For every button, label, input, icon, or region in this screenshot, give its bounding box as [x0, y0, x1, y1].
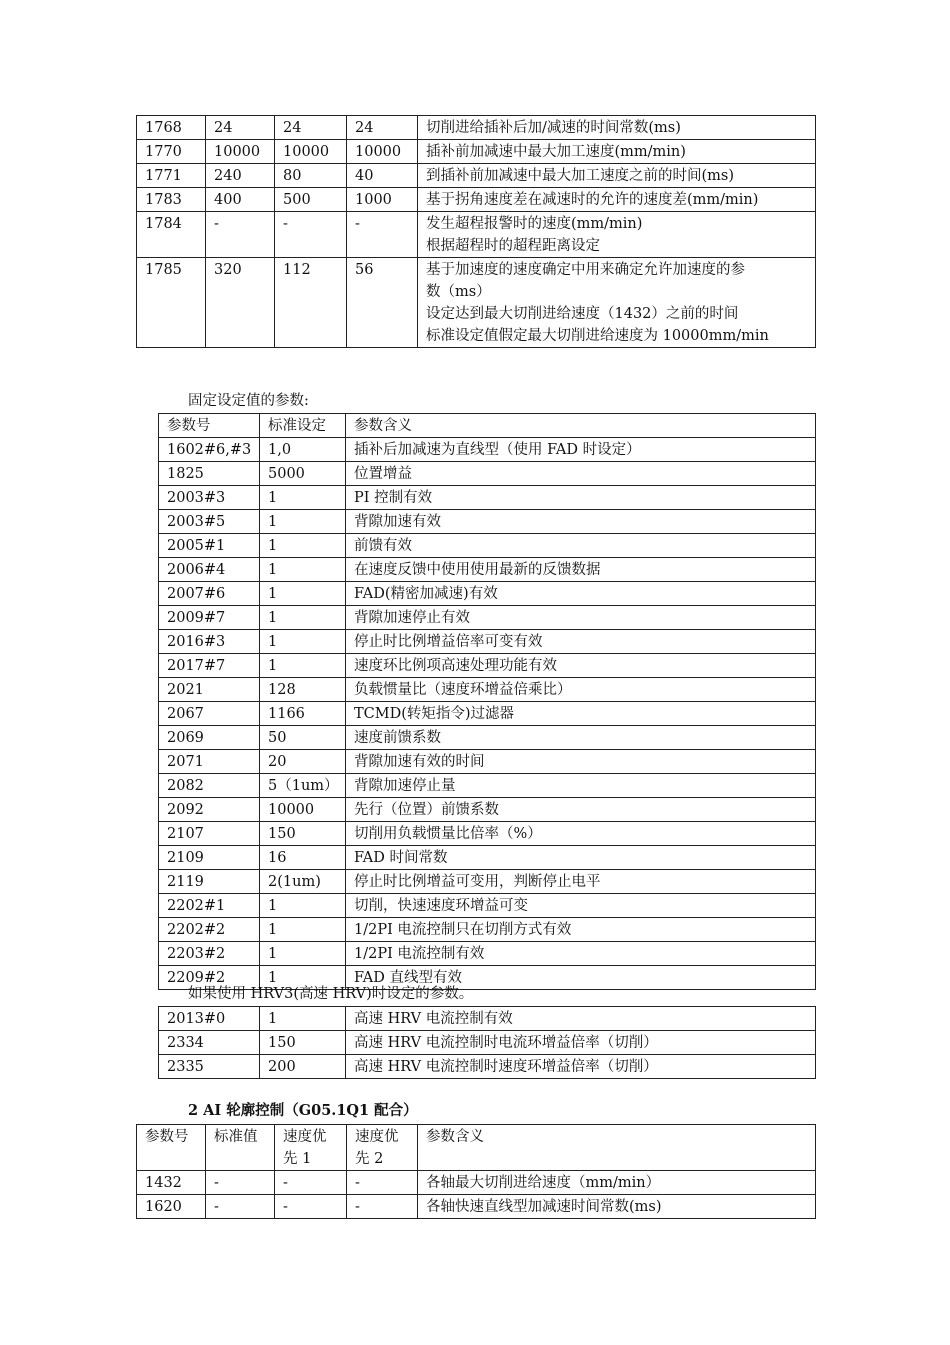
- param-number: 1785: [137, 258, 206, 348]
- table-row: [159, 582, 816, 606]
- param-description: 先行（位置）前馈系数: [346, 798, 816, 822]
- param-description: 高速 HRV 电流控制时电流环增益倍率（切削）: [346, 1031, 816, 1055]
- description-line: 插补前加减速中最大加工速度(mm/min): [426, 144, 686, 160]
- table-row: [159, 1007, 816, 1031]
- description-line: 基于加速度的速度确定中用来确定允许加速度的参: [426, 262, 745, 278]
- standard-setting: 10000: [260, 798, 346, 822]
- param-number: 2016#3: [159, 630, 260, 654]
- speed-priority-1: 80: [275, 164, 347, 188]
- param-number: 2202#1: [159, 894, 260, 918]
- speed-priority-1: -: [275, 212, 347, 258]
- param-number: 2119: [159, 870, 260, 894]
- table-row: [159, 1055, 816, 1079]
- standard-setting: 1,0: [260, 438, 346, 462]
- param-description: [418, 188, 816, 212]
- param-number: 2334: [159, 1031, 260, 1055]
- description-line: 到插补前加减速中最大加工速度之前的时间(ms): [426, 168, 735, 184]
- param-description: FAD 时间常数: [346, 846, 816, 870]
- standard-setting: 150: [260, 1031, 346, 1055]
- param-description: [418, 116, 816, 140]
- description-line: 标准设定值假定最大切削进给速度为 10000mm/min: [426, 328, 769, 344]
- table-row: [159, 606, 816, 630]
- standard-setting: 128: [260, 678, 346, 702]
- header-param-number: 参数号: [159, 414, 260, 438]
- param-description: 高速 HRV 电流控制有效: [346, 1007, 816, 1031]
- param-number: 2003#3: [159, 486, 260, 510]
- speed-priority-2: 56: [347, 258, 418, 348]
- param-description: FAD 直线型有效: [346, 966, 816, 990]
- table-row: [137, 164, 816, 188]
- param-number: 2202#2: [159, 918, 260, 942]
- speed-priority-1: 10000: [275, 140, 347, 164]
- param-description: 背隙加速有效: [346, 510, 816, 534]
- param-description: 1/2PI 电流控制只在切削方式有效: [346, 918, 816, 942]
- standard-setting: 1: [260, 1007, 346, 1031]
- table-row: [137, 258, 816, 348]
- standard-value: 10000: [206, 140, 275, 164]
- param-number: 1432: [137, 1171, 206, 1195]
- standard-setting: 50: [260, 726, 346, 750]
- standard-setting: 1: [260, 942, 346, 966]
- standard-setting: 5（1um）: [260, 774, 346, 798]
- param-description: [418, 164, 816, 188]
- param-number: 2071: [159, 750, 260, 774]
- standard-setting: 1: [260, 654, 346, 678]
- speed-priority-2: 40: [347, 164, 418, 188]
- param-description: TCMD(转矩指令)过滤器: [346, 702, 816, 726]
- param-description: 速度前馈系数: [346, 726, 816, 750]
- standard-setting: 150: [260, 822, 346, 846]
- table-row: [159, 846, 816, 870]
- param-number: 2003#5: [159, 510, 260, 534]
- header-param-meaning: 参数含义: [346, 414, 816, 438]
- table-row: [159, 678, 816, 702]
- param-number: 1620: [137, 1195, 206, 1219]
- param-description: 背隙加速停止有效: [346, 606, 816, 630]
- standard-setting: 5000: [260, 462, 346, 486]
- table-header-row: [137, 1125, 816, 1171]
- param-description: PI 控制有效: [346, 486, 816, 510]
- param-description: FAD(精密加减速)有效: [346, 582, 816, 606]
- description-line: 切削进给插补后加/减速的时间常数(ms): [426, 120, 681, 136]
- description-line: 基于拐角速度差在减速时的允许的速度差(mm/min): [426, 192, 759, 208]
- standard-setting: 1: [260, 918, 346, 942]
- standard-value: 240: [206, 164, 275, 188]
- param-description: 停止时比例增益倍率可变有效: [346, 630, 816, 654]
- table-row: [159, 462, 816, 486]
- param-description: 背隙加速停止量: [346, 774, 816, 798]
- table-row: [137, 140, 816, 164]
- header-param-meaning: 参数含义: [418, 1125, 816, 1171]
- table-row: [137, 1171, 816, 1195]
- description-line: 数（ms）: [426, 284, 491, 300]
- param-number: 2006#4: [159, 558, 260, 582]
- standard-setting: 200: [260, 1055, 346, 1079]
- table-row: [137, 1195, 816, 1219]
- table-row: [159, 510, 816, 534]
- speed-priority-2: -: [347, 1195, 418, 1219]
- param-table-continued: [136, 115, 816, 348]
- param-description: 速度环比例项高速处理功能有效: [346, 654, 816, 678]
- table-row: [137, 188, 816, 212]
- speed-priority-2: 1000: [347, 188, 418, 212]
- speed-priority-1: 24: [275, 116, 347, 140]
- standard-setting: 1: [260, 486, 346, 510]
- param-description: 1/2PI 电流控制有效: [346, 942, 816, 966]
- param-number: 2013#0: [159, 1007, 260, 1031]
- standard-setting: 1: [260, 894, 346, 918]
- table-row: [137, 116, 816, 140]
- table-row: [159, 894, 816, 918]
- header-line: 速度优: [355, 1129, 399, 1145]
- table-row: [159, 702, 816, 726]
- table-row: [159, 558, 816, 582]
- standard-value: -: [206, 1195, 275, 1219]
- standard-value: 400: [206, 188, 275, 212]
- header-speed-priority-1: [275, 1125, 347, 1171]
- description-line: 发生超程报警时的速度(mm/min): [426, 216, 643, 232]
- standard-value: -: [206, 212, 275, 258]
- table-row: [159, 438, 816, 462]
- header-param-number: 参数号: [137, 1125, 206, 1171]
- param-description: [418, 140, 816, 164]
- table-row: [159, 774, 816, 798]
- param-number: 1784: [137, 212, 206, 258]
- standard-setting: 1: [260, 534, 346, 558]
- param-number: 2005#1: [159, 534, 260, 558]
- param-number: 1825: [159, 462, 260, 486]
- param-number: 2082: [159, 774, 260, 798]
- speed-priority-2: 10000: [347, 140, 418, 164]
- param-number: 2067: [159, 702, 260, 726]
- standard-setting: 2(1um): [260, 870, 346, 894]
- table-row: [159, 822, 816, 846]
- standard-setting: 1: [260, 558, 346, 582]
- param-description: [418, 212, 816, 258]
- speed-priority-1: 112: [275, 258, 347, 348]
- table-row: [159, 630, 816, 654]
- param-description: 前馈有效: [346, 534, 816, 558]
- speed-priority-2: -: [347, 1171, 418, 1195]
- standard-setting: 1: [260, 606, 346, 630]
- param-description: 背隙加速有效的时间: [346, 750, 816, 774]
- standard-setting: 1: [260, 582, 346, 606]
- hrv-params-table: [158, 1006, 816, 1079]
- table-row: [159, 918, 816, 942]
- param-description: 位置增益: [346, 462, 816, 486]
- header-line: 先 1: [283, 1151, 312, 1167]
- param-description: 停止时比例增益可变用，判断停止电平: [346, 870, 816, 894]
- param-number: 2007#6: [159, 582, 260, 606]
- table-row: [159, 1031, 816, 1055]
- description-line: 设定达到最大切削进给速度（1432）之前的时间: [426, 306, 739, 322]
- param-description: 切削，快速速度环增益可变: [346, 894, 816, 918]
- param-description: 高速 HRV 电流控制时速度环增益倍率（切削）: [346, 1055, 816, 1079]
- param-description: 在速度反馈中使用使用最新的反馈数据: [346, 558, 816, 582]
- standard-value: -: [206, 1171, 275, 1195]
- param-number: 2017#7: [159, 654, 260, 678]
- table-row: [159, 534, 816, 558]
- speed-priority-1: 500: [275, 188, 347, 212]
- param-number: 1783: [137, 188, 206, 212]
- header-speed-priority-2: [347, 1125, 418, 1171]
- header-line: 速度优: [283, 1129, 327, 1145]
- hrv-params-caption: 如果使用 HRV3(高速 HRV)时设定的参数。: [188, 986, 474, 1002]
- ai-contour-table: [136, 1124, 816, 1219]
- param-number: 1771: [137, 164, 206, 188]
- table-row: [159, 750, 816, 774]
- param-number: 1602#6,#3: [159, 438, 260, 462]
- fixed-params-table: [158, 413, 816, 990]
- description-line: 根据超程时的超程距离设定: [426, 238, 600, 254]
- param-description: [418, 258, 816, 348]
- section-heading: 2 AI 轮廓控制（G05.1Q1 配合）: [188, 1102, 418, 1119]
- param-number: 1770: [137, 140, 206, 164]
- standard-setting: 1: [260, 510, 346, 534]
- param-description: 插补后加减速为直线型（使用 FAD 时设定）: [346, 438, 816, 462]
- standard-value: 320: [206, 258, 275, 348]
- standard-setting: 1: [260, 966, 346, 990]
- standard-setting: 1166: [260, 702, 346, 726]
- param-number: 2021: [159, 678, 260, 702]
- param-number: 2069: [159, 726, 260, 750]
- header-line: 先 2: [355, 1151, 384, 1167]
- table-row: [137, 212, 816, 258]
- table-row: [159, 726, 816, 750]
- standard-setting: 16: [260, 846, 346, 870]
- param-number: 2209#2: [159, 966, 260, 990]
- param-number: 2109: [159, 846, 260, 870]
- speed-priority-2: -: [347, 212, 418, 258]
- standard-setting: 20: [260, 750, 346, 774]
- param-description: 各轴最大切削进给速度（mm/min）: [418, 1171, 816, 1195]
- header-standard-value: 标准值: [206, 1125, 275, 1171]
- standard-setting: 1: [260, 630, 346, 654]
- fixed-params-caption: 固定设定值的参数:: [188, 393, 309, 409]
- param-description: 各轴快速直线型加减速时间常数(ms): [418, 1195, 816, 1219]
- param-number: 1768: [137, 116, 206, 140]
- param-number: 2092: [159, 798, 260, 822]
- table-row: [159, 870, 816, 894]
- table-row: [159, 654, 816, 678]
- speed-priority-1: -: [275, 1195, 347, 1219]
- param-description: 负载惯量比（速度环增益倍乘比）: [346, 678, 816, 702]
- param-description: 切削用负载惯量比倍率（%）: [346, 822, 816, 846]
- param-number: 2203#2: [159, 942, 260, 966]
- speed-priority-2: 24: [347, 116, 418, 140]
- param-number: 2009#7: [159, 606, 260, 630]
- table-header-row: [159, 414, 816, 438]
- table-row: [159, 942, 816, 966]
- table-row: [159, 486, 816, 510]
- param-number: 2107: [159, 822, 260, 846]
- header-standard-setting: 标准设定: [260, 414, 346, 438]
- speed-priority-1: -: [275, 1171, 347, 1195]
- table-row: [159, 798, 816, 822]
- standard-value: 24: [206, 116, 275, 140]
- param-number: 2335: [159, 1055, 260, 1079]
